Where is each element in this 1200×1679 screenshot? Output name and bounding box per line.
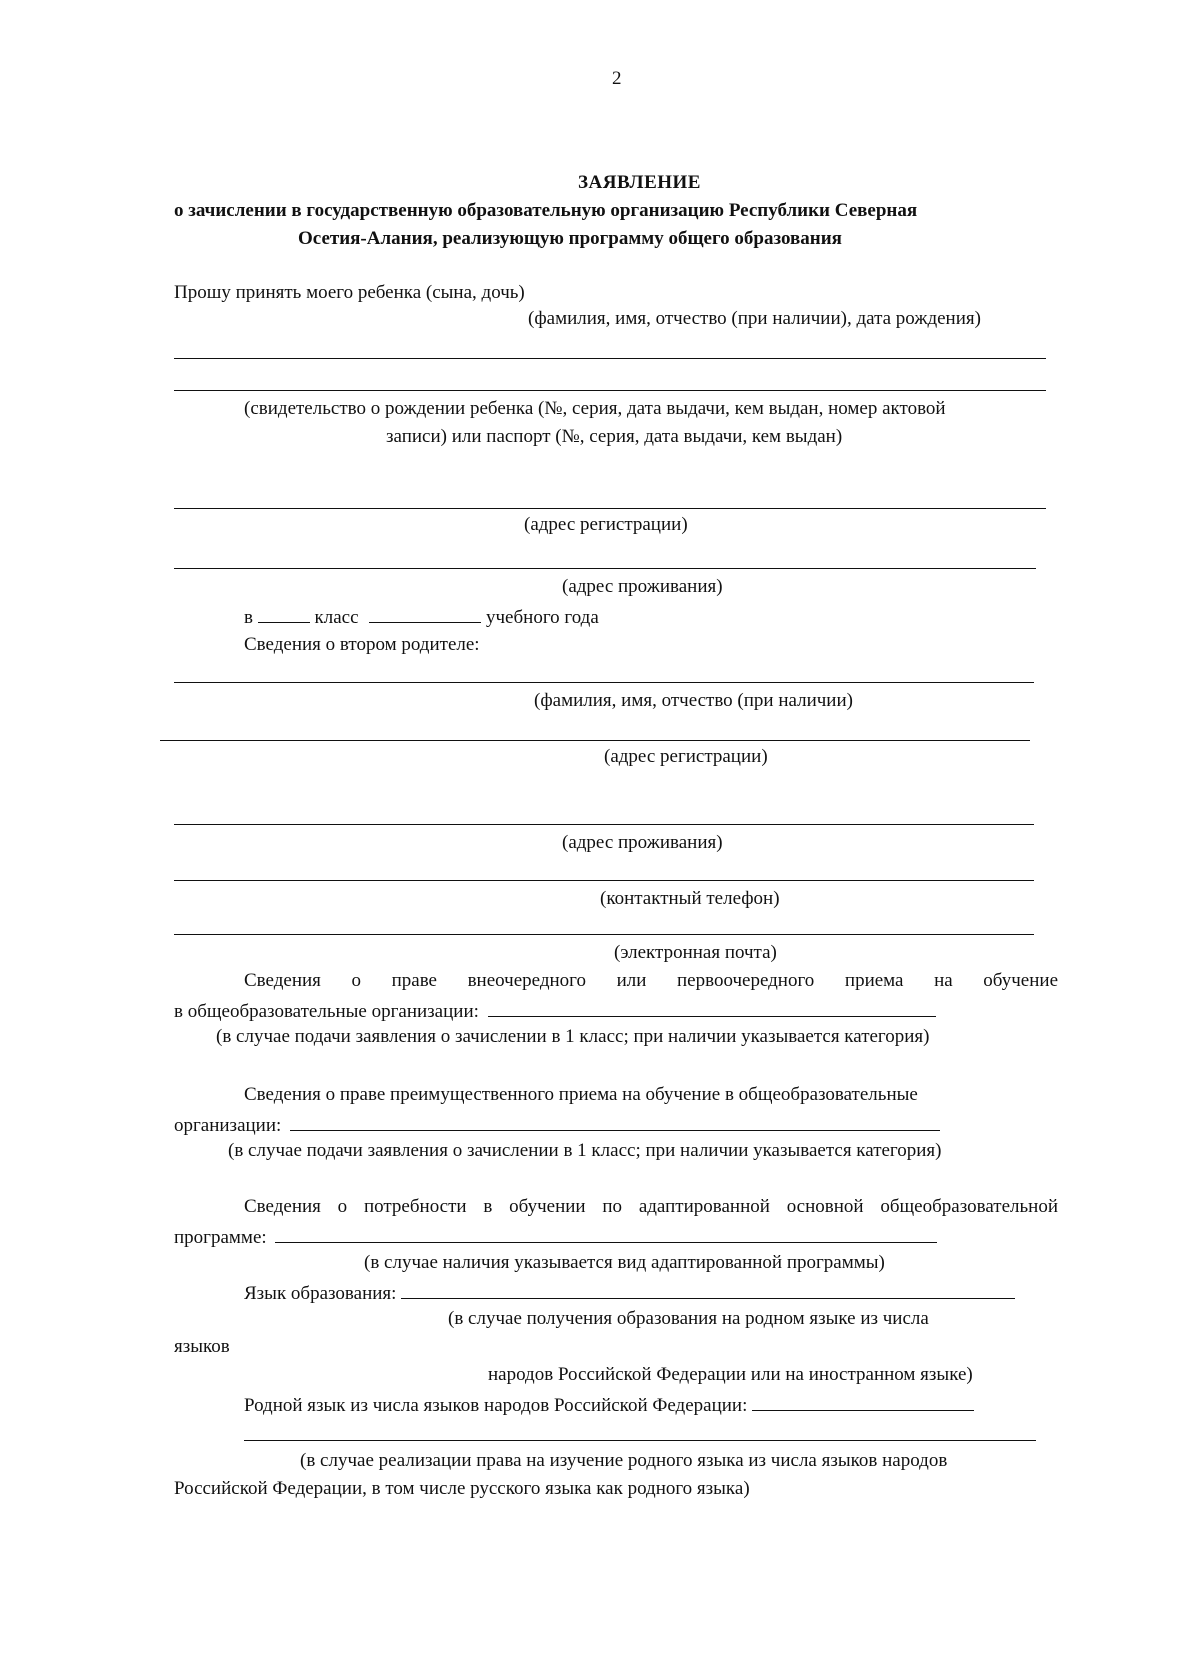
document-hint-line2: записи) или паспорт (№, серия, дата выдачи, кем выдан) — [386, 426, 843, 447]
priority-right-label: в общеобразовательные организации: — [174, 1001, 479, 1022]
adapted-program-text: Сведения о потребности в обучении по адаптированной основной общеобразовательной — [244, 1196, 1058, 1217]
document-title: ЗАЯВЛЕНИЕ — [578, 172, 701, 193]
parent-registration-line[interactable] — [160, 740, 1030, 741]
parent-name-hint: (фамилия, имя, отчество (при наличии) — [534, 690, 853, 711]
education-language-label: Язык образования: — [244, 1283, 397, 1304]
document-subtitle-line2: Осетия-Алания, реализующую программу общего образования — [298, 228, 842, 249]
language-hint-line1: (в случае получения образования на родном языке из числа — [448, 1308, 929, 1329]
class-word: класс — [314, 607, 359, 628]
adapted-program-label: программе: — [174, 1227, 267, 1248]
email-hint: (электронная почта) — [614, 942, 777, 963]
class-row — [244, 604, 599, 630]
registration-address-hint: (адрес регистрации) — [524, 514, 688, 535]
class-number-field[interactable] — [258, 604, 310, 623]
request-text: Прошу принять моего ребенка (сына, дочь) — [174, 282, 525, 303]
residence-address-hint: (адрес проживания) — [562, 576, 723, 597]
child-name-line-2[interactable] — [174, 390, 1046, 391]
native-language-hint-line1: (в случае реализации права на изучение родного языка из числа языков народов — [300, 1450, 948, 1471]
adapted-program-row — [174, 1224, 937, 1250]
language-hint-line3: народов Российской Федерации или на иностранном языке) — [488, 1364, 973, 1385]
parent-registration-hint: (адрес регистрации) — [604, 746, 768, 767]
education-language-row — [244, 1280, 1015, 1306]
child-name-hint: (фамилия, имя, отчество (при наличии), дата рождения) — [528, 308, 981, 329]
native-language-hint-line2: Российской Федерации, в том числе русского языка как родного языка) — [174, 1478, 750, 1499]
phone-hint: (контактный телефон) — [600, 888, 780, 909]
priority-right-field[interactable] — [488, 998, 936, 1017]
page-number: 2 — [612, 68, 622, 89]
preferential-right-field[interactable] — [290, 1112, 940, 1131]
academic-year-label: учебного года — [486, 607, 599, 628]
priority-right-text: Сведения о праве внеочередного или первоочередного приема на обучение — [244, 970, 1058, 991]
class-prefix: в — [244, 607, 253, 628]
education-language-field[interactable] — [401, 1280, 1015, 1299]
native-language-label: Родной язык из числа языков народов Российской Федерации: — [244, 1395, 748, 1416]
document-subtitle-line1: о зачислении в государственную образовательную организацию Республики Северная — [174, 200, 918, 221]
parent-residence-line[interactable] — [174, 824, 1034, 825]
child-name-line-1[interactable] — [174, 358, 1046, 359]
native-language-row — [244, 1392, 974, 1418]
native-language-line-2[interactable] — [244, 1440, 1036, 1441]
preferential-right-hint: (в случае подачи заявления о зачислении в 1 класс; при наличии указывается категория) — [228, 1140, 942, 1161]
document-hint-line1: (свидетельство о рождении ребенка (№, серия, дата выдачи, кем выдан, номер актовой — [244, 398, 946, 419]
preferential-right-row — [174, 1112, 940, 1138]
language-hint-line2: языков — [174, 1336, 230, 1357]
parent-residence-hint: (адрес проживания) — [562, 832, 723, 853]
preferential-right-label: организации: — [174, 1115, 282, 1136]
registration-address-line[interactable] — [174, 508, 1046, 509]
second-parent-heading: Сведения о втором родителе: — [244, 634, 480, 655]
priority-right-row — [174, 998, 936, 1024]
adapted-program-field[interactable] — [275, 1224, 937, 1243]
residence-address-line[interactable] — [174, 568, 1036, 569]
native-language-field[interactable] — [752, 1392, 974, 1411]
email-line[interactable] — [174, 934, 1034, 935]
priority-right-hint: (в случае подачи заявления о зачислении в 1 класс; при наличии указывается категория) — [216, 1026, 930, 1047]
parent-name-line[interactable] — [174, 682, 1034, 683]
adapted-program-hint: (в случае наличия указывается вид адаптированной программы) — [364, 1252, 885, 1273]
phone-line[interactable] — [174, 880, 1034, 881]
academic-year-field[interactable] — [369, 604, 481, 623]
preferential-right-text: Сведения о праве преимущественного приема на обучение в общеобразовательные — [244, 1084, 918, 1105]
